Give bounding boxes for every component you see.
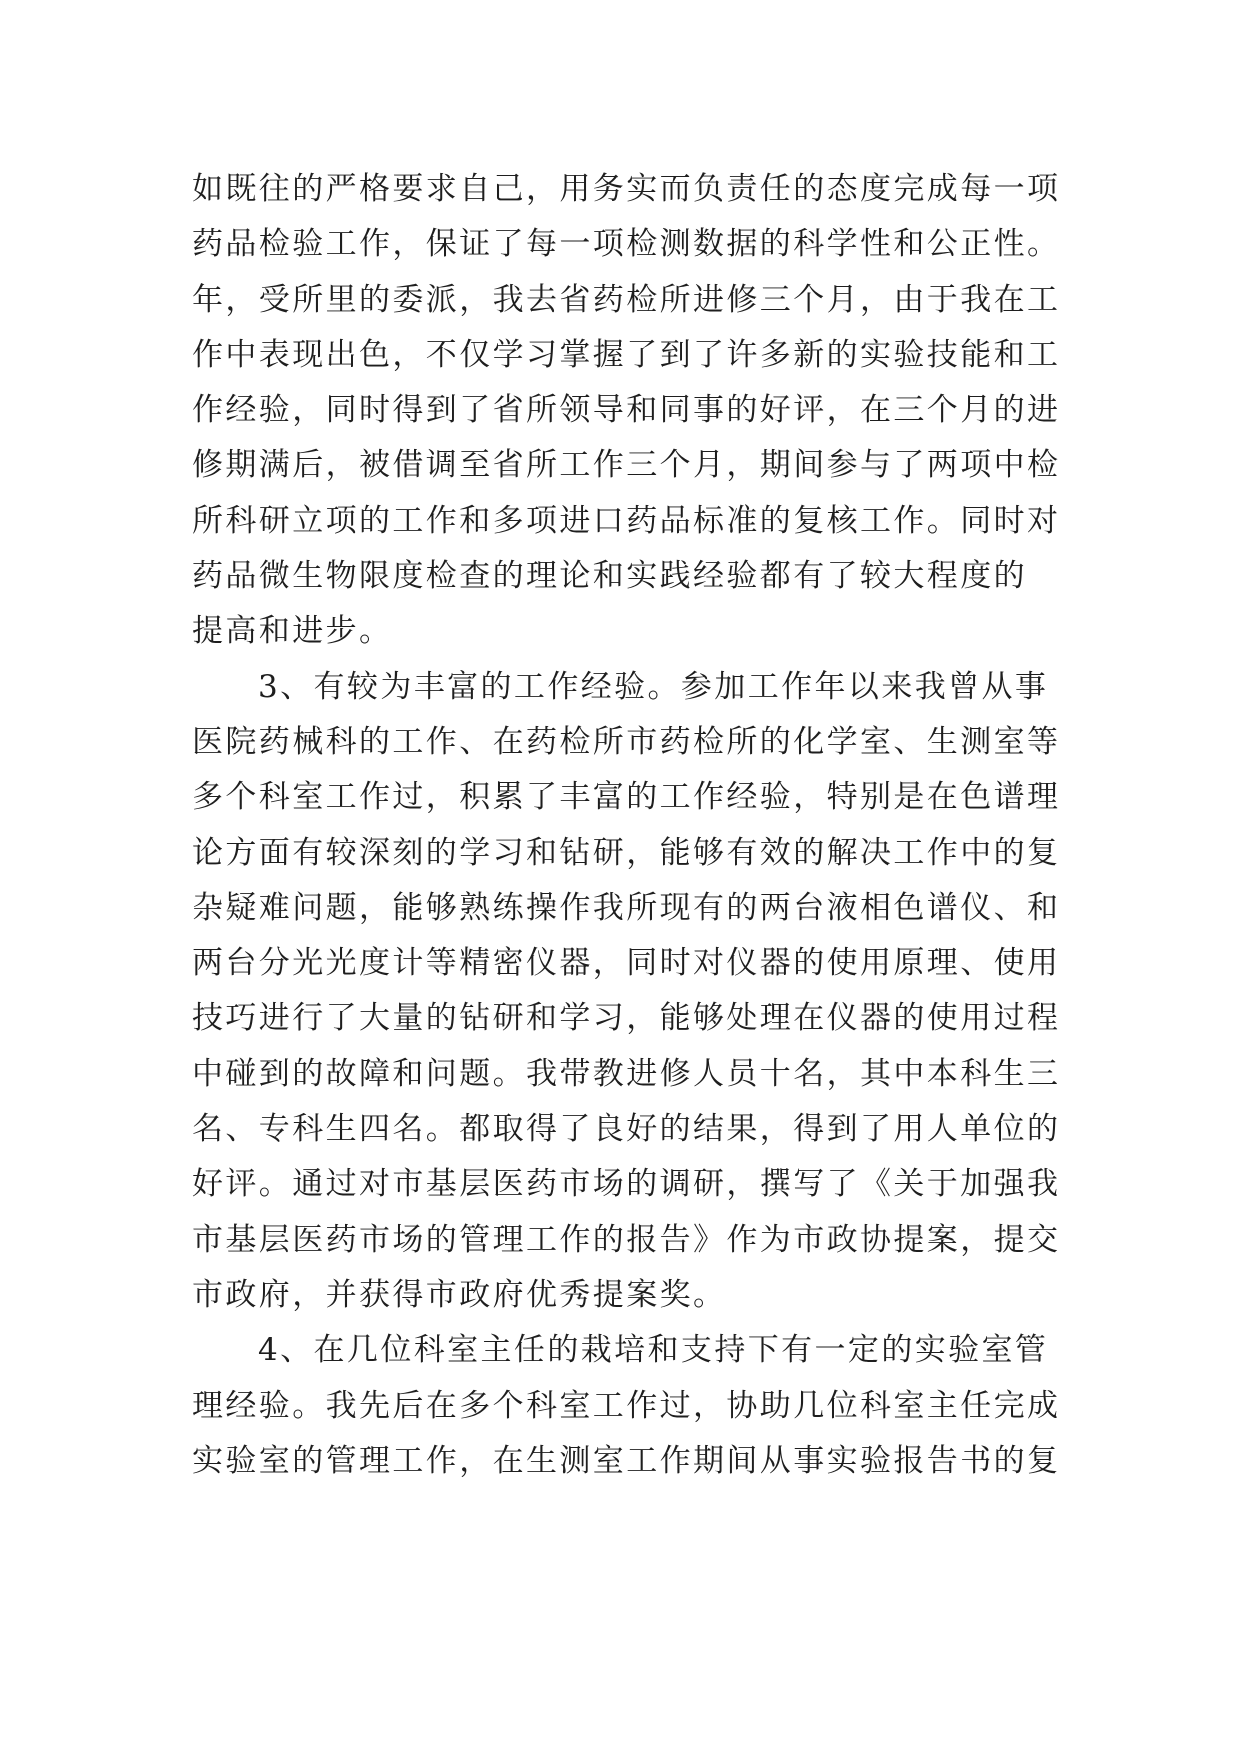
text-line: 中碰到的故障和问题。我带教进修人员十名，其中本科生三 — [192, 1055, 1061, 1092]
text-line: 年，受所里的委派，我去省药检所进修三个月，由于我在工 — [192, 281, 1061, 318]
paragraph-start-line: 3、有较为丰富的工作经验。参加工作年以来我曾从事 — [258, 668, 1049, 705]
paragraph-start-line: 4、在几位科室主任的栽培和支持下有一定的实验室管 — [258, 1332, 1049, 1369]
text-line: 所科研立项的工作和多项进口药品标准的复核工作。同时对 — [192, 502, 1061, 539]
text-line: 名、专科生四名。都取得了良好的结果，得到了用人单位的 — [192, 1111, 1061, 1148]
text-line: 论方面有较深刻的学习和钻研，能够有效的解决工作中的复 — [192, 834, 1061, 871]
text-line: 两台分光光度计等精密仪器，同时对仪器的使用原理、使用 — [192, 945, 1061, 982]
text-line: 作中表现出色，不仅学习掌握了到了许多新的实验技能和工 — [192, 336, 1061, 373]
document-body-text — [192, 162, 1092, 1489]
text-line: 市政府，并获得市政府优秀提案奖。 — [192, 1276, 727, 1313]
text-line: 理经验。我先后在多个科室工作过，协助几位科室主任完成 — [192, 1387, 1061, 1424]
text-line: 药品检验工作，保证了每一项检测数据的科学性和公正性。 — [192, 226, 1061, 263]
text-line: 修期满后，被借调至省所工作三个月，期间参与了两项中检 — [192, 447, 1061, 484]
text-line: 药品微生物限度检查的理论和实践经验都有了较大程度的 — [192, 558, 1027, 595]
text-line: 市基层医药市场的管理工作的报告》作为市政协提案，提交 — [192, 1221, 1061, 1258]
text-line: 医院药械科的工作、在药检所市药检所的化学室、生测室等 — [192, 723, 1061, 760]
text-line: 提高和进步。 — [192, 613, 393, 650]
text-line: 实验室的管理工作，在生测室工作期间从事实验报告书的复 — [192, 1442, 1061, 1479]
text-line: 如既往的严格要求自己，用务实而负责任的态度完成每一项 — [192, 171, 1061, 207]
text-line: 作经验，同时得到了省所领导和同事的好评，在三个月的进 — [192, 392, 1061, 429]
text-line: 杂疑难问题，能够熟练操作我所现有的两台液相色谱仪、和 — [192, 889, 1061, 926]
text-line: 技巧进行了大量的钻研和学习，能够处理在仪器的使用过程 — [192, 1000, 1061, 1037]
text-line: 好评。通过对市基层医药市场的调研，撰写了《关于加强我 — [192, 1166, 1061, 1203]
text-line: 多个科室工作过，积累了丰富的工作经验，特别是在色谱理 — [192, 779, 1061, 816]
